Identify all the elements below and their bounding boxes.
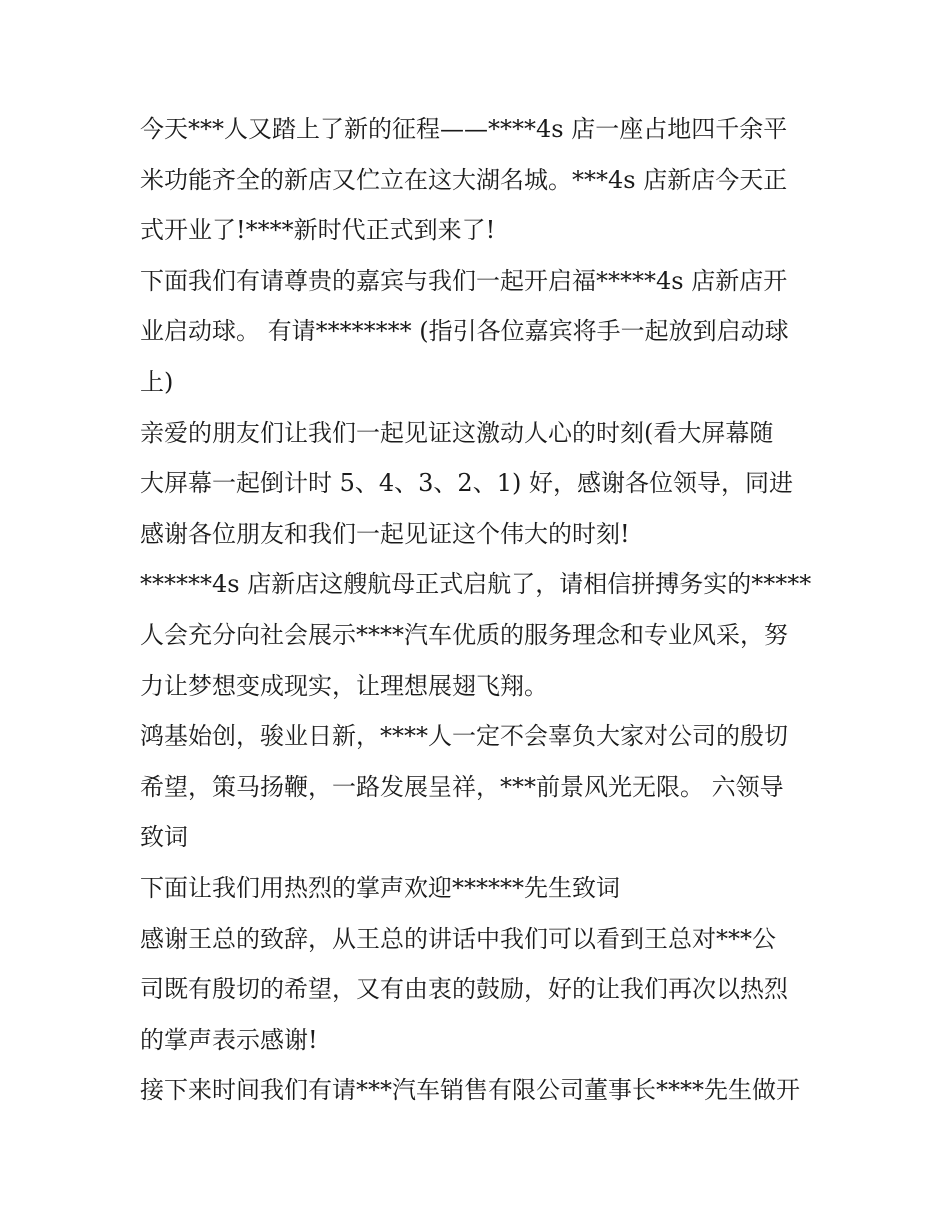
- text-line: 业启动球。 有请******** (指引各位嘉宾将手一起放到启动球: [140, 317, 789, 346]
- text-line: 亲爱的朋友们让我们一起见证这激动人心的时刻(看大屏幕随: [140, 418, 774, 447]
- text-line: 式开业了!****新时代正式到来了!: [140, 216, 496, 245]
- text-line: 希望，策马扬鞭，一路发展呈祥，***前景风光无限。 六领导: [140, 772, 784, 801]
- text-line: ******4s 店新店这艘航母正式启航了，请相信拼搏务实的*****: [140, 570, 812, 599]
- text-line: 下面让我们用热烈的掌声欢迎******先生致词: [140, 873, 620, 902]
- text-line: 鸿基始创，骏业日新，****人一定不会辜负大家对公司的殷切: [140, 722, 788, 751]
- text-line: 上): [140, 367, 174, 396]
- text-line: 下面我们有请尊贵的嘉宾与我们一起开启福*****4s 店新店开: [140, 266, 788, 295]
- text-line: 接下来时间我们有请***汽车销售有限公司董事长****先生做开: [140, 1076, 800, 1105]
- text-line: 力让梦想变成现实，让理想展翅飞翔。: [140, 671, 548, 700]
- text-line: 大屏幕一起倒计时 5、4、3、2、1) 好，感谢各位领导，同进: [140, 469, 793, 498]
- document-body: [140, 104, 820, 1116]
- text-line: 致词: [140, 823, 188, 852]
- text-line: 的掌声表示感谢!: [140, 1025, 318, 1054]
- text-line: 米功能齐全的新店又伫立在这大湖名城。***4s 店新店今天正: [140, 165, 788, 194]
- text-line: 感谢王总的致辞，从王总的讲话中我们可以看到王总对***公: [140, 924, 776, 953]
- text-line: 人会充分向社会展示****汽车优质的服务理念和专业风采，努: [140, 620, 788, 649]
- text-line: 司既有殷切的希望，又有由衷的鼓励，好的让我们再次以热烈: [140, 975, 788, 1004]
- text-line: 感谢各位朋友和我们一起见证这个伟大的时刻!: [140, 519, 630, 548]
- text-line: 今天***人又踏上了新的征程——****4s 店一座占地四千余平: [140, 115, 788, 143]
